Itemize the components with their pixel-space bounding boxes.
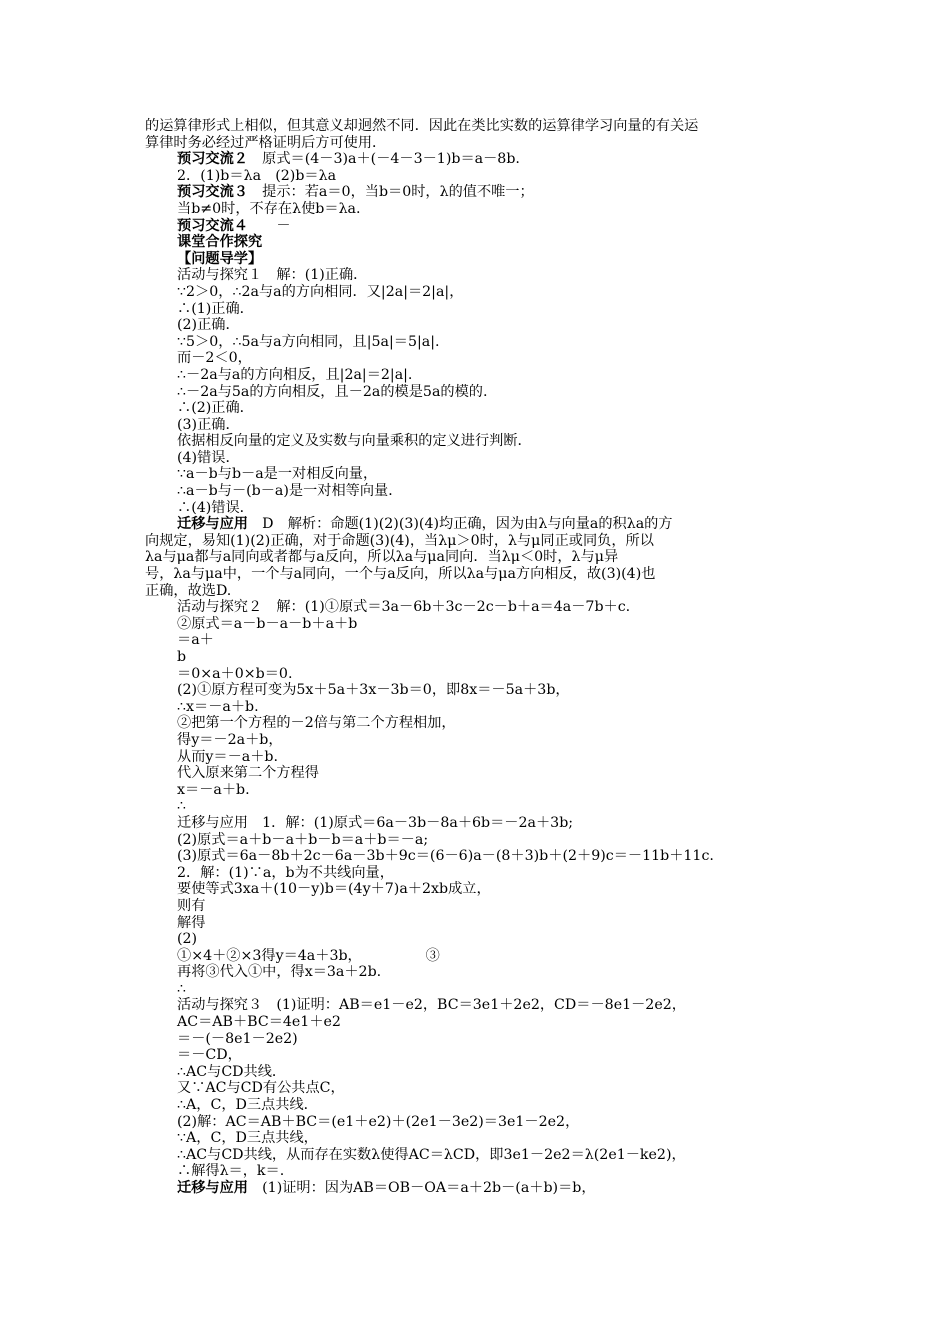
document-body [145,118,817,1197]
text-line: ∴ [177,980,187,997]
text-line: ∴A，C，D三点共线． [177,1097,318,1114]
text-line: 【问题导学】 [177,250,263,267]
text-line: 当b≠0时，不存在λ使b＝λa. [177,200,361,217]
text-line: ＝a＋ [177,632,214,649]
text-line: 课堂合作探究 [177,234,263,251]
text-line: (3)正确． [177,416,240,433]
text-line: (4)错误． [177,449,240,466]
text-line: 依据相反向量的定义及实数与向量乘积的定义进行判断． [177,433,532,450]
text-line: 再将③代入①中，得x＝3a＋2b. [177,964,382,981]
text-line: AC＝AB＋BC＝4e1＋e2 [177,1014,341,1031]
text-line: 迁移与应用 (1)证明：因为AB＝OB－OA＝a＋2b－(a＋b)＝b， [177,1180,596,1196]
text-line: 迁移与应用 D 解析：命题(1)(2)(3)(4)均正确，因为由λ与向量a的积λa的方 [177,516,673,533]
text-line: 得y＝－2a＋b， [177,731,283,748]
text-line: (2)解：AC＝AB＋BC＝(e1＋e2)＋(2e1－3e2)＝3e1－2e2， [177,1113,580,1130]
text-line: 迁移与应用 1．解：(1)原式＝6a－3b－8a＋6b＝－2a＋3b; [177,814,574,831]
text-line: ∴x＝－a＋b. [177,698,259,715]
text-line: ∴－2a与a的方向相反，且|2a|＝2|a|. [177,366,413,383]
text-line: 预习交流２ 原式＝(4－3)a＋(－4－3－1)b＝a－8b. [177,151,520,168]
text-line: (2) [177,931,198,948]
text-line: 预习交流３ 提示：若a＝0，当b＝0时，λ的值不唯一； [177,184,534,201]
text-line: 向规定，易知(1)(2)正确，对于命题(3)(4)，当λμ＞0时，λ与μ同正或同负，所以 [145,532,654,549]
text-line: ∴(1)正确． [177,300,254,317]
text-line: 活动与探究１ 解：(1)正确． [177,267,368,284]
text-line: 活动与探究２ 解：(1)①原式＝3a－6b＋3c－2c－b＋a＝4a－7b＋c. [177,599,631,616]
text-line: 的运算律形式上相似，但其意义却迥然不同．因此在类比实数的运算律学习向量的有关运 [145,118,699,134]
text-line: ＝0×a＋0×b＝0. [177,665,293,682]
text-line: ∵A，C，D三点共线， [177,1130,318,1147]
text-line: 从而y＝－a＋b. [177,748,279,765]
text-line: ∴(4)错误． [177,499,254,516]
text-line: ①×4＋②×3得y＝4a＋3b， ③ [177,947,440,964]
text-line: ∴a－b与－(b－a)是一对相等向量． [177,483,403,500]
text-line: (2)正确． [177,317,240,334]
text-line: (3)原式＝6a－8b＋2c－6a－3b＋9c＝(6－6)a－(8＋3)b＋(2＋9)c＝－11b＋11c. [177,848,714,865]
text-line: (2)原式＝a＋b－a＋b－b＝a＋b＝－a; [177,831,429,848]
text-line: ②把第一个方程的－2倍与第二个方程相加， [177,715,456,732]
text-line: 解得 [177,914,206,931]
text-line: 又∵AC与CD有公共点C， [177,1080,345,1097]
text-line: 算律时务必经过严格证明后方可使用． [145,134,387,151]
text-line: 要使等式3xa＋(10－y)b＝(4y＋7)a＋2xb成立， [177,881,491,898]
text-line: ∵a－b与b－a是一对相反向量， [177,466,378,483]
text-line: ＝－CD， [177,1047,242,1064]
text-line: 活动与探究３ (1)证明：AB＝e1－e2，BC＝3e1＋2e2，CD＝－8e1－2e2， [177,997,686,1014]
text-line: ∴ [177,798,187,815]
text-line: ∴(2)正确． [177,400,254,417]
text-line: 2．(1)b＝λa (2)b＝λa [177,167,337,184]
text-line: ∴－2a与5a的方向相反，且－2a的模是5a的模的. [177,383,488,400]
text-line: 正确，故选D. [145,582,232,599]
text-line: 代入原来第二个方程得 [177,765,319,782]
text-line: 号，λa与μa中，一个与a同向，一个与a反向，所以λa与μa方向相反，故(3)(4)也 [145,566,656,583]
text-line: ＝－(－8e1－2e2) [177,1030,298,1047]
text-line: ∵2＞0，∴2a与a的方向相同．又|2a|＝2|a|， [177,283,464,300]
text-line: ②原式＝a－b－a－b＋a＋b [177,615,358,632]
text-line: b [177,649,187,665]
text-line: ∴AC与CD共线，从而存在实数λ使得AC＝λCD，即3e1－2e2＝λ(2e1－ke2)， [177,1146,686,1163]
text-line: 2．解：(1)∵a，b为不共线向量， [177,864,394,881]
text-line: (2)①原方程可变为5x＋5a＋3x－3b＝0，即8x＝－5a＋3b， [177,682,570,699]
text-line: 而－2＜0， [177,350,252,367]
text-line: 预习交流４ － [177,217,291,234]
text-line: ∴AC与CD共线． [177,1063,287,1080]
text-line: λa与μa都与a同向或者都与a反向，所以λa与μa同向．当λμ＜0时，λ与μ异 [145,549,619,566]
text-line: 则有 [177,897,206,914]
text-line: ∵5＞0，∴5a与a方向相同，且|5a|＝5|a|. [177,333,440,350]
text-line: ∴解得λ＝，k＝. [177,1163,285,1180]
text-line: x＝－a＋b. [177,781,250,798]
